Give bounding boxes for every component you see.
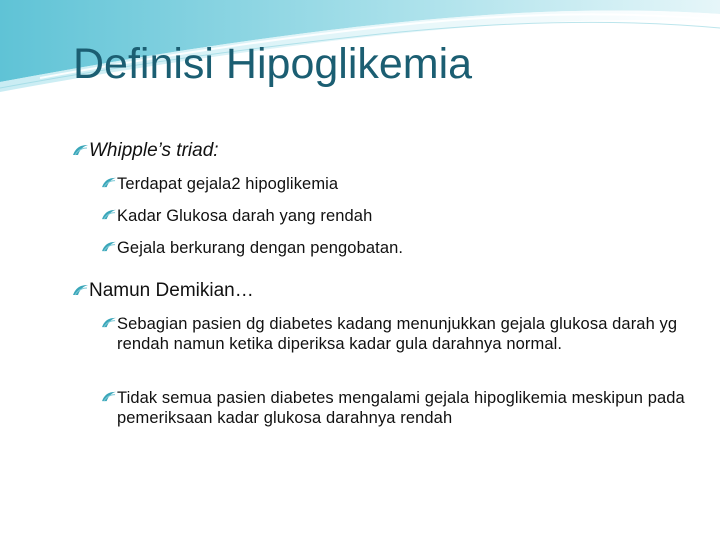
section-heading-namun <box>72 280 692 302</box>
wave-bullet-icon <box>101 208 117 226</box>
section-heading-text: Namun Demikian… <box>89 280 254 301</box>
list-item <box>101 175 691 195</box>
section-heading-whipple <box>72 140 692 162</box>
wave-bullet-icon <box>101 240 117 258</box>
list-item-text: Terdapat gejala2 hipoglikemia <box>117 175 339 193</box>
section-heading-text: Whipple’s triad: <box>89 140 219 161</box>
list-item-text: Kadar Glukosa darah yang rendah <box>117 207 373 225</box>
list-item-text: Sebagian pasien dg diabetes kadang menunjukkan gejala glukosa darah yg rendah namun ketika diperiksa kadar gula darahnya normal. <box>117 315 678 353</box>
wave-bullet-icon <box>101 316 117 334</box>
list-item <box>101 389 691 428</box>
list-item <box>101 207 691 227</box>
wave-bullet-icon <box>101 390 117 408</box>
list-item <box>101 239 691 259</box>
list-item <box>101 315 691 354</box>
list-item-text: Tidak semua pasien diabetes mengalami gejala hipoglikemia meskipun pada pemeriksaan kadar glukosa darahnya rendah <box>117 389 685 427</box>
list-item-text: Gejala berkurang dengan pengobatan. <box>117 239 404 257</box>
wave-bullet-icon <box>72 143 89 161</box>
wave-bullet-icon <box>101 176 117 194</box>
slide-title: Definisi Hipoglikemia <box>73 40 473 88</box>
wave-bullet-icon <box>72 283 89 301</box>
